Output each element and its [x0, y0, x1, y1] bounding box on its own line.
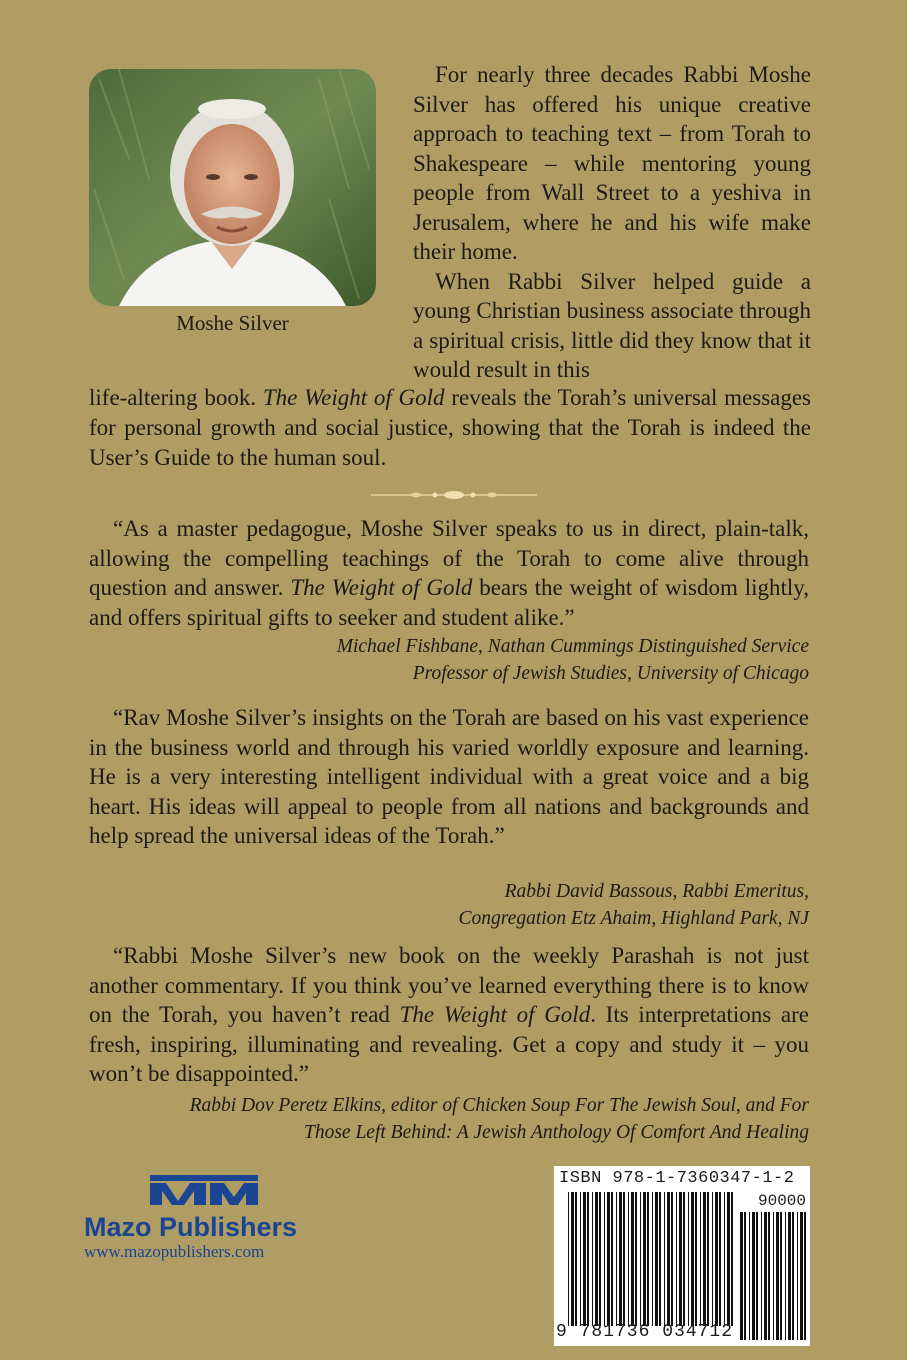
quote-3-attr-line-2: Those Left Behind: A Jewish Anthology Of Comfort And Healing [303, 1122, 809, 1143]
barcode-bar [647, 1192, 649, 1326]
barcode-bar [652, 1192, 653, 1326]
barcode-bar [756, 1212, 758, 1340]
barcode-bar [744, 1212, 746, 1340]
barcode-bar [616, 1192, 617, 1326]
barcode-bar [575, 1192, 577, 1326]
quote-2 [89, 703, 809, 851]
quote-2-attr-line-2: Congregation Etz Ahaim, Highland Park, NJ [458, 908, 809, 929]
barcode-bar [792, 1212, 794, 1340]
barcode-bar [671, 1192, 673, 1326]
barcode-bar [768, 1212, 770, 1340]
barcode-bar [688, 1192, 689, 1326]
barcode-bar [587, 1192, 589, 1326]
barcode-bar [691, 1192, 694, 1326]
barcode-bar [607, 1192, 610, 1326]
barcode-bar [785, 1212, 786, 1340]
barcode-bars [554, 1166, 810, 1346]
barcode-bar [664, 1192, 665, 1326]
publisher-logo [84, 1175, 329, 1262]
barcode-bar [724, 1192, 725, 1326]
barcode-bar [731, 1192, 733, 1326]
quote-3-attribution [89, 1092, 809, 1146]
quote-3-text-a: “Rabbi Moshe Silver’s new book on the weekly Parashah is not just another commentary. If you think you’ve learned everything there is to know on the Torah, you haven’t read [89, 943, 809, 1027]
barcode-bar [580, 1192, 581, 1326]
isbn-label: ISBN 978-1-7360347-1-2 [559, 1169, 795, 1188]
quote-1-attr-line-2: Professor of Jewish Studies, University of Chicago [412, 663, 809, 684]
barcode-bar [740, 1212, 743, 1340]
bio-p1-text: For nearly three decades Rabbi Moshe Silver has offered his unique creative approach to teaching text – from Torah to Shakespeare – while mentoring young people from Wall Street to a yeshiva in Jerusalem, where he and his wife make their home. [413, 62, 811, 264]
barcode-bar [568, 1192, 569, 1326]
barcode-bar [619, 1192, 622, 1326]
quote-2-attr-line-1: Rabbi David Bassous, Rabbi Emeritus, [504, 881, 809, 902]
quote-2-text: “Rav Moshe Silver’s insights on the Torah are based on his vast experience in the business world and through his varied worldly exposure and learning. He is a very interesting intelligent individual with a great voice and a big heart. His ideas will appeal to people from all nations and backgrounds and help spread the universal ideas of the Torah.” [89, 705, 809, 848]
bio-paragraph-2-continued [89, 383, 811, 473]
quote-3-title: The Weight of Gold [399, 1002, 591, 1027]
publisher-url: www.mazopublishers.com [84, 1242, 265, 1261]
author-portrait-image [89, 69, 376, 306]
barcode-bar [707, 1192, 709, 1326]
barcode-bar [715, 1192, 718, 1326]
barcode-bar [599, 1192, 601, 1326]
quote-1-attr-line-1: Michael Fishbane, Nathan Cummings Distinguished Service [336, 636, 809, 657]
bio-p2-start-text: When Rabbi Silver helped guide a young Christian business associate through a spiritual crisis, little did they know that it would result in this [413, 268, 811, 382]
barcode-bar [623, 1192, 625, 1326]
barcode-bar [667, 1192, 670, 1326]
ornament-divider [371, 486, 537, 504]
bio-p2-cont-b: reveals the Torah’s universal messages for personal growth and social justice, showing that the Torah is indeed the User’s Guide to the human soul. [89, 385, 812, 470]
quote-1-text-a: “As a master pedagogue, Moshe Silver speaks to us in direct, plain-talk, allowing the compelling teachings of the Torah to come alive through question and answer. [89, 516, 809, 600]
bio-paragraph-2-start [413, 267, 811, 385]
quote-3 [89, 941, 809, 1089]
barcode-bar [712, 1192, 713, 1326]
quote-3-attr-line-1: Rabbi Dov Peretz Elkins, editor of Chicken Soup For The Jewish Soul, and For [189, 1095, 809, 1116]
barcode-bar [571, 1192, 574, 1326]
barcode-bar [695, 1192, 697, 1326]
barcode-bar [643, 1192, 646, 1326]
barcode-bar [749, 1212, 750, 1340]
barcode-bar [635, 1192, 637, 1326]
bio-paragraph-block [413, 60, 811, 385]
ean-number: 9 781736 034712 [556, 1322, 734, 1342]
barcode-bar [631, 1192, 634, 1326]
quote-1-title: The Weight of Gold [290, 575, 473, 600]
barcode-bar [700, 1192, 701, 1326]
barcode-bar [761, 1212, 762, 1340]
barcode-bar [703, 1192, 706, 1326]
book-title-italic: The Weight of Gold [262, 385, 445, 410]
bio-p2-cont-a: life-altering book. [89, 385, 257, 410]
barcode-bar [676, 1192, 677, 1326]
quote-1 [89, 514, 809, 632]
barcode-bar [683, 1192, 685, 1326]
mazo-logo-icon [150, 1175, 258, 1205]
quote-3-text-b: . Its interpretations are fresh, inspiring, illuminating and revealing. Get a copy and study it – you won’t be disappointed.” [89, 1002, 810, 1086]
barcode-bar [776, 1212, 779, 1340]
barcode-bar [604, 1192, 605, 1326]
barcode-bar [788, 1212, 791, 1340]
barcode-bar [655, 1192, 658, 1326]
quote-1-text-b: bears the weight of wisdom lightly, and offers spiritual gifts to seeker and student alike.” [89, 575, 810, 630]
barcode-bar [659, 1192, 661, 1326]
barcode-bar [611, 1192, 613, 1326]
barcode-bar [595, 1192, 598, 1326]
barcode-bar [592, 1192, 593, 1326]
isbn-barcode [554, 1166, 810, 1346]
barcode-bar [727, 1192, 730, 1326]
barcode-bar [804, 1212, 806, 1340]
bio-paragraph-1 [413, 60, 811, 267]
barcode-bar [679, 1192, 682, 1326]
barcode-bar [797, 1212, 798, 1340]
photo-caption: Moshe Silver [176, 311, 289, 335]
barcode-bar [719, 1192, 721, 1326]
barcode-bar [640, 1192, 641, 1326]
barcode-bar [773, 1212, 774, 1340]
publisher-name: Mazo Publishers [84, 1212, 298, 1242]
barcode-bar [583, 1192, 586, 1326]
barcode-bar [628, 1192, 629, 1326]
quote-1-attribution [89, 633, 809, 687]
barcode-bar [780, 1212, 782, 1340]
barcode-bar [800, 1212, 803, 1340]
addon-number: 90000 [757, 1192, 806, 1210]
quote-2-attribution [89, 878, 809, 932]
author-photo [89, 69, 376, 306]
barcode-bar [752, 1212, 755, 1340]
barcode-bar [764, 1212, 767, 1340]
